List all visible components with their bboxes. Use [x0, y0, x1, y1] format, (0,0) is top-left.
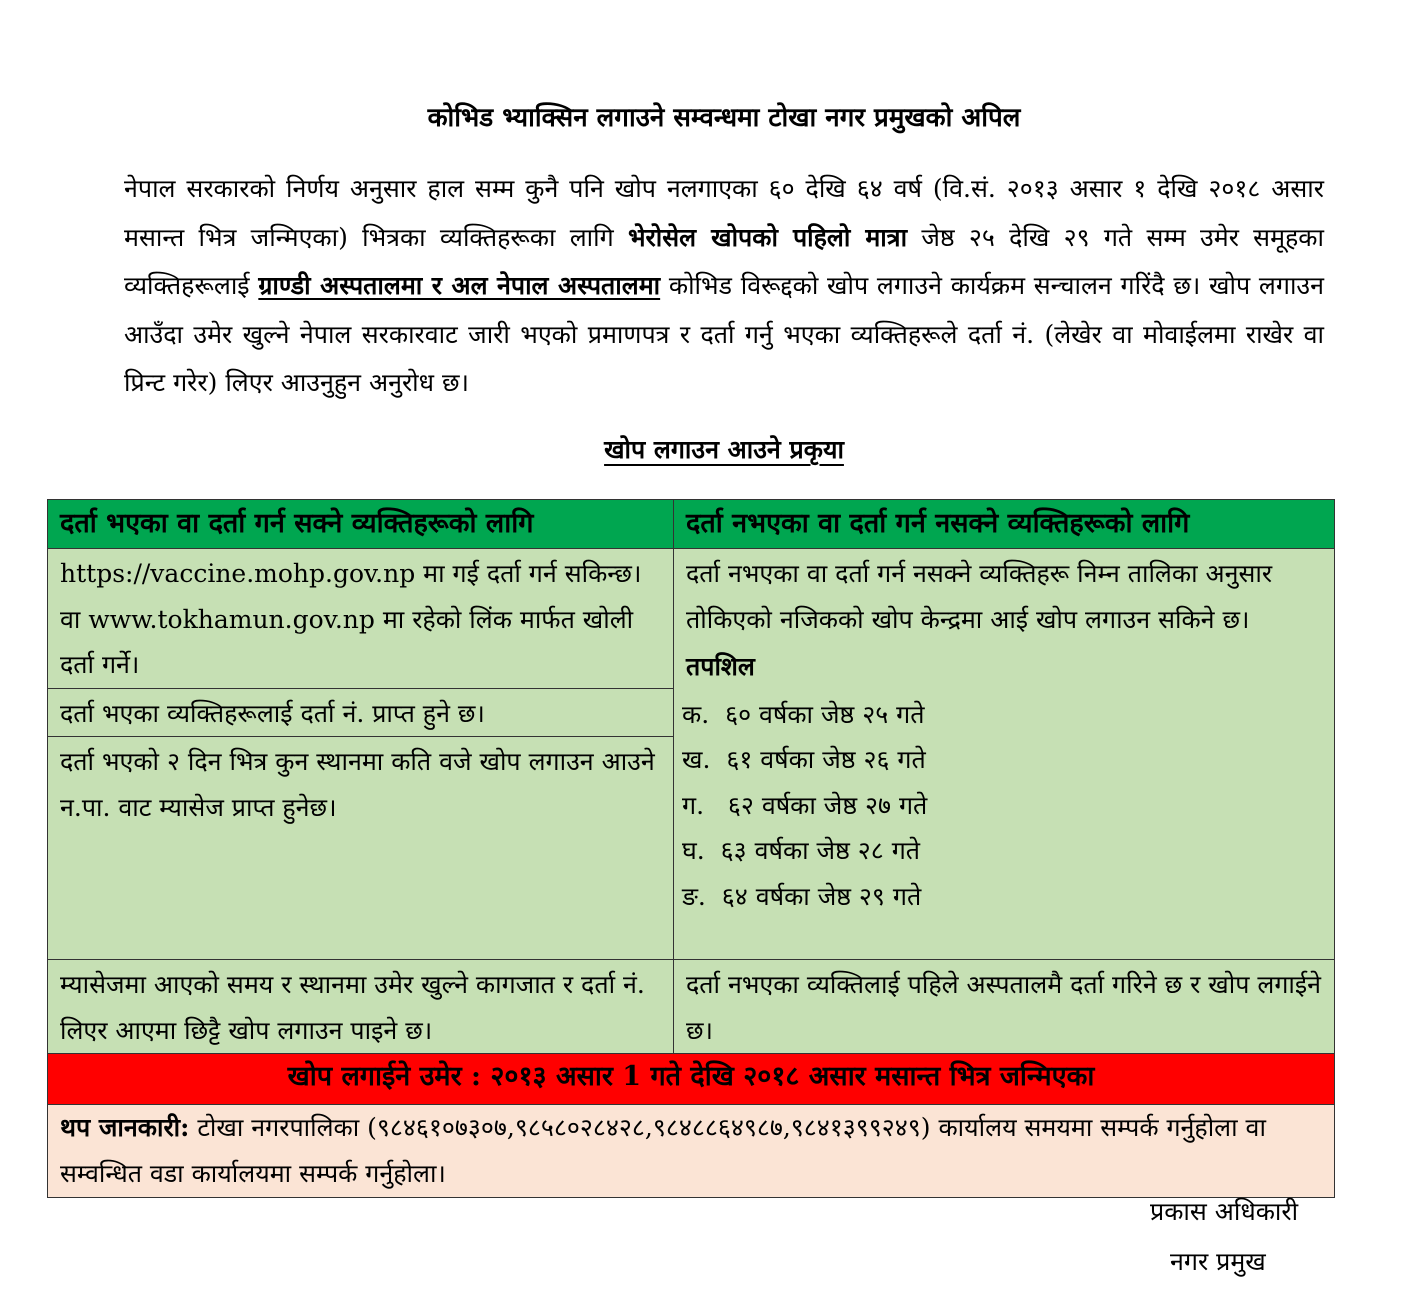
page-title: कोभिड भ्याक्सिन लगाउने सम्वन्धमा टोखा नगर प्रमुखको अपिल [427, 103, 1021, 133]
left-step-3: दर्ता भएको २ दिन भित्र कुन स्थानमा कति वजे खोप लगाउन आउने न.पा. वाट म्यासेज प्राप्त हुनेछ। [48, 737, 674, 960]
process-table [47, 499, 1335, 1198]
intro-paragraph [124, 165, 1324, 408]
intro-text-1: नेपाल सरकारको निर्णय अनुसार हाल सम्म कुनै पनि खोप नलगाएका ६० देखि ६४ वर्ष (वि.सं. २०१३ असार १ देखि २०१८ असार मसान्त भित्र जन्मिएका) भित्रका व्यक्तिहरूका लागि [124, 174, 1324, 252]
age-eligibility-banner: खोप लगाईने उमेर : २०१३ असार 1 गते देखि २०१८ असार मसान्त भित्र जन्मिएका [48, 1054, 1335, 1105]
left-step-2: दर्ता भएका व्यक्तिहरूलाई दर्ता नं. प्राप्त हुने छ। [48, 688, 674, 737]
intro-vaccine-highlight: भेरोसेल खोपको पहिलो मात्रा [627, 222, 908, 252]
right-intro-text: दर्ता नभएका वा दर्ता गर्न नसक्ने व्यक्तिहरू निम्न तालिका अनुसार तोकिएको नजिकको खोप केन्द्रमा आई खोप लगाउन सकिने छ। [686, 559, 1273, 634]
more-info-text: टोखा नगरपालिका (९८४६१०७३०७,९८५८०२८४२८,९८४८८६४९८७,९८४१३९९२४९) कार्यालय समयमा सम्पर्क गर्नुहोला वा सम्वन्धित वडा कार्यालयमा सम्पर्क गर्नुहोला। [60, 1113, 1266, 1188]
right-schedule-cell [674, 549, 1335, 960]
registered-column-header: दर्ता भएका वा दर्ता गर्न सक्ने व्यक्तिहरूको लागि [48, 500, 674, 549]
schedule-item: ग. ६२ वर्षका जेष्ठ २७ गते [682, 790, 928, 820]
schedule-item: क. ६० वर्षका जेष्ठ २५ गते [682, 699, 925, 729]
left-step-1: https://vaccine.mohp.gov.np मा गई दर्ता गर्न सकिन्छ। वा www.tokhamun.gov.np मा रहेको लिंक मार्फत खोली दर्ता गर्ने। [48, 549, 674, 689]
process-subtitle: खोप लगाउन आउने प्रकृया [604, 435, 844, 464]
schedule-title: तपशिल [686, 652, 755, 681]
right-last-note: दर्ता नभएका व्यक्तिलाई पहिले अस्पतालमै दर्ता गरिने छ र खोप लगाईने छ। [674, 960, 1335, 1054]
schedule-item: ख. ६१ वर्षका जेष्ठ २६ गते [682, 745, 926, 774]
schedule-item: घ. ६३ वर्षका जेष्ठ २८ गते [682, 836, 921, 865]
signature-name: प्रकास अधिकारी [1150, 1197, 1299, 1226]
unregistered-column-header: दर्ता नभएका वा दर्ता गर्न नसक्ने व्यक्तिहरूको लागि [674, 500, 1335, 549]
schedule-item: ङ. ६४ वर्षका जेष्ठ २९ गते [682, 881, 922, 911]
left-step-4: म्यासेजमा आएको समय र स्थानमा उमेर खुल्ने कागजात र दर्ता नं. लिएर आएमा छिट्टै खोप लगाउन पाइने छ। [48, 960, 674, 1054]
intro-hospitals-highlight: ग्राण्डी अस्पतालमा र अल नेपाल अस्पतालमा [258, 271, 661, 300]
more-info-label: थप जानकारी: [60, 1113, 190, 1142]
schedule-list [682, 690, 1322, 920]
more-info-row [48, 1105, 1335, 1198]
intro-text-3: कोभिड विरूद्दको खोप लगाउने कार्यक्रम सन्चालन गरिंदै छ। खोप लगाउन आउँदा उमेर खुल्ने नेपाल सरकारवाट जारी भएको प्रमाणपत्र र दर्ता गर्नु भएका व्यक्तिहरूले दर्ता नं. (लेखेर वा मोवाईलमा राखेर वा प्रिन्ट गरेर) लिएर आउनुहुन अनुरोध छ। [124, 271, 1324, 397]
intro-text-2: जेष्ठ २५ देखि २९ गते सम्म उमेर समूहका व्यक्तिहरूलाई [124, 222, 1324, 300]
signature-position: नगर प्रमुख [1170, 1247, 1266, 1276]
